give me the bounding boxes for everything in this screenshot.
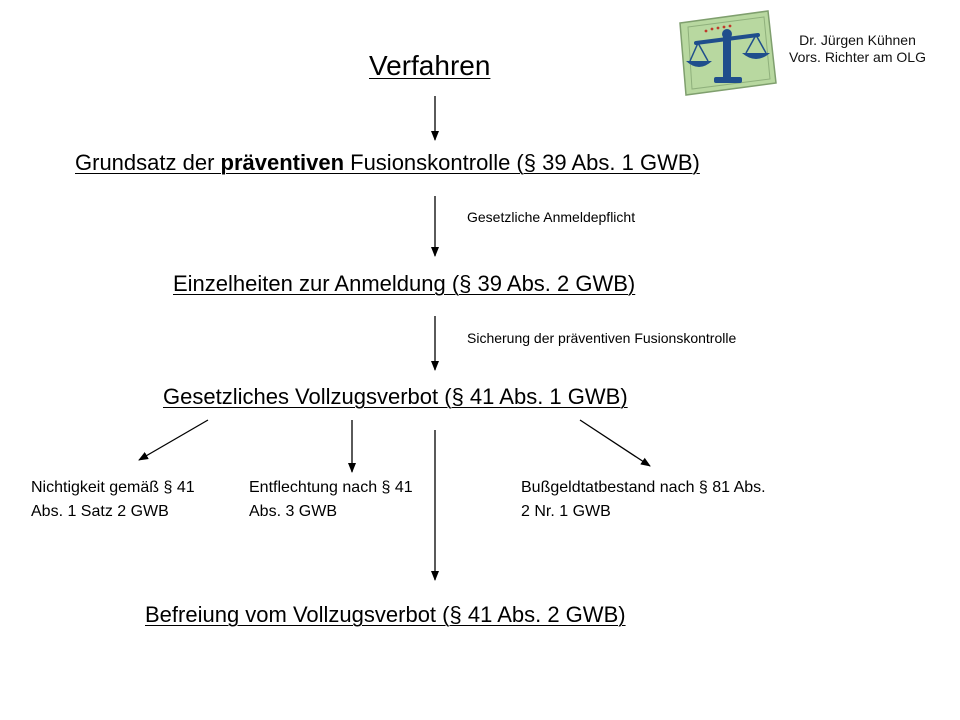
page-title: Verfahren xyxy=(369,50,491,81)
consequence-unbundling: Entflechtung nach § 41 Abs. 3 GWB xyxy=(249,479,413,520)
connector-note-safeguard: Sicherung der präventiven Fusionskontrolle xyxy=(467,330,737,346)
step-principle-after: Fusionskontrolle (§ 39 Abs. 1 GWB) xyxy=(344,150,700,175)
step-principle-before: Grundsatz der xyxy=(75,150,221,175)
consequence-fine: Bußgeldtatbestand nach § 81 Abs. 2 Nr. 1 GWB xyxy=(521,479,766,520)
step-exemption: Befreiung vom Vollzugsverbot (§ 41 Abs. 2 GWB) xyxy=(145,602,626,627)
consequence-nullity: Nichtigkeit gemäß § 41 Abs. 1 Satz 2 GWB xyxy=(31,479,195,520)
arrow-prohibition-to-fine xyxy=(580,420,650,466)
arrow-prohibition-to-nullity xyxy=(139,420,208,460)
author-name: Dr. Jürgen Kühnen xyxy=(799,32,916,48)
author-position: Vors. Richter am OLG xyxy=(789,49,926,65)
step-principle-bold: präventiven xyxy=(220,150,345,175)
connector-note-obligation: Gesetzliche Anmeldepflicht xyxy=(467,209,636,225)
step-prohibition: Gesetzliches Vollzugsverbot (§ 41 Abs. 1 GWB) xyxy=(163,384,628,409)
step-registration-details: Einzelheiten zur Anmeldung (§ 39 Abs. 2 GWB) xyxy=(173,271,636,296)
